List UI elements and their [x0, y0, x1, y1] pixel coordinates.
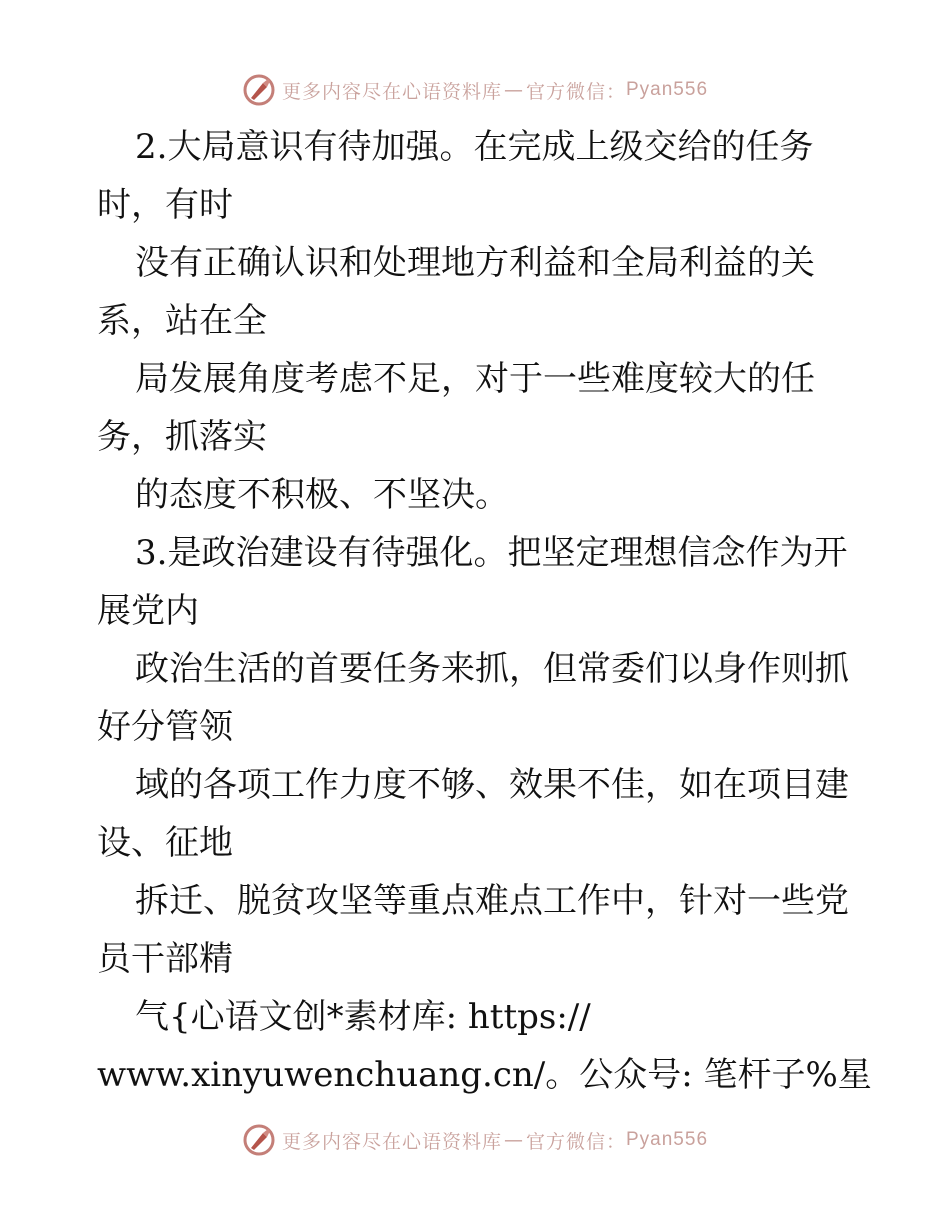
banner-wechat-id: Pyan556 [626, 79, 709, 100]
text-line: 2.大局意识有待加强。在完成上级交给的任务 [135, 127, 814, 167]
text-line: 好分管领 [97, 707, 233, 747]
banner-main-text: 更多内容尽在心语资料库 [281, 1130, 502, 1153]
text-line: 时，有时 [97, 185, 233, 225]
text-line: 拆迁、脱贫攻坚等重点难点工作中，针对一些党 [135, 881, 849, 921]
text-line: 3.是政治建设有待强化。把坚定理想信念作为开 [135, 533, 848, 573]
banner-dash: — [503, 1129, 524, 1151]
text-line: 局发展角度考虑不足，对于一些难度较大的任 [135, 359, 815, 399]
text-line: 设、征地 [97, 823, 233, 863]
pen-nib-circle-icon [242, 73, 276, 107]
banner-wechat-label: 官方微信： [525, 1130, 626, 1153]
text-line: 务，抓落实 [97, 417, 267, 457]
text-line: 没有正确认识和处理地方利益和全局利益的关 [135, 243, 815, 283]
pen-nib-circle-icon [242, 1123, 276, 1157]
text-line: 气{心语文创*素材库: https:// [135, 997, 591, 1037]
text-line: 政治生活的首要任务来抓，但常委们以身作则抓 [135, 649, 849, 689]
document-body [97, 118, 872, 1104]
footer-watermark-banner [0, 1120, 950, 1160]
text-line: 的态度不积极、不坚决。 [135, 475, 509, 515]
banner-main-text: 更多内容尽在心语资料库 [281, 80, 502, 103]
text-line: 员干部精 [97, 939, 233, 979]
text-line: www.xinyuwenchuang.cn/。公众号: 笔杆子%星 [97, 1055, 872, 1095]
text-line: 展党内 [97, 591, 199, 631]
banner-dash: — [503, 79, 524, 101]
header-watermark-banner [0, 70, 950, 110]
banner-wechat-label: 官方微信： [525, 80, 626, 103]
text-line: 系，站在全 [97, 301, 267, 341]
text-line: 域的各项工作力度不够、效果不佳，如在项目建 [135, 765, 849, 805]
banner-wechat-id: Pyan556 [626, 1129, 709, 1150]
